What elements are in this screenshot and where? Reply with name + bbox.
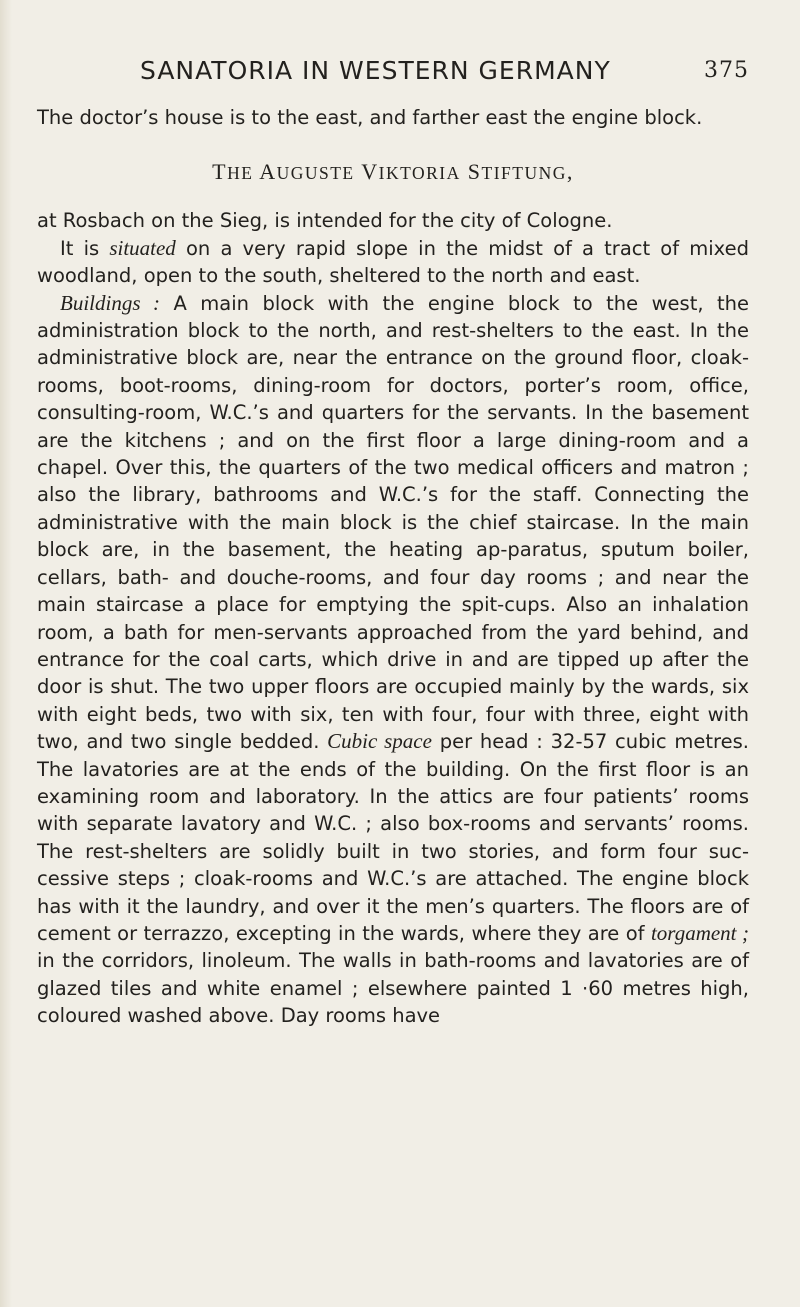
heading-initial: V [361,159,379,185]
running-head [37,56,749,100]
running-head-title: SANATORIA IN WESTERN GERMANY [140,56,611,85]
buildings-text-part3: in the corridors, linoleum. The walls in bath-rooms and lavatories are of glazed tiles and white enamel ; elsewhere painted 1 ·60 metres high, coloured washed above. Day rooms have [37,949,749,1028]
situation-paragraph [37,235,749,290]
heading-initial: A [259,159,277,185]
opening-paragraph: The doctor’s house is to the east, and farther east the engine block. [37,106,703,129]
heading-initial: T [212,159,228,185]
cubic-space-italic: Cubic space [327,729,432,754]
situation-text-after: on a very rapid slope in the midst of a tract of mixed woodland, open to the south, sheltered to the north and east. [37,236,749,288]
buildings-lead-italic: Buildings : [60,290,161,315]
heading-small-caps: IKTORIA [378,163,461,184]
buildings-text-part2: per head : 32-57 cubic metres. The lavatories are at the ends of the building. On the first floor is an examining room and laboratory. In the attics are four patients’ rooms with separate lavatory and W.C. ; also box-rooms and servants’ rooms. The rest-shelters are solidly built in two stories, and form four suc-cessive steps ; cloak-rooms and W.C.’s are attached. The engine block has with it the laundry, and over it the men’s quarters. The floors are of cement or terrazzo, excepting in the wards, where they are of [37,730,749,945]
section-heading [37,159,749,185]
page-gutter-shadow [0,0,12,1307]
buildings-paragraph [37,290,749,1030]
torgament-italic: torgament ; [650,920,749,945]
page-number: 375 [704,58,749,83]
heading-small-caps: TIFTUNG [481,163,567,184]
heading-small-caps: UGUSTE [276,163,355,184]
heading-initial: S [467,159,482,185]
heading-small-caps: HE [227,163,254,184]
heading-comma: , [566,159,574,185]
buildings-text-part1: A main block with the engine block to the west, the administration block to the north, and rest-shelters to the east. In the administrative block are, near the entrance on the ground floor, cloak-rooms, boot-rooms, dining-room for doctors, porter’s room, office, consulting-room, W.C.’s and quarters for the servants. In the basement are the kitchens ; and on the first floor a large dining-room and a chapel. Over this, the quarters of the two medical officers and matron ; also the library, bathrooms and W.C.’s for the staff. Connecting the administrative with the main block is the chief staircase. In the main block are, in the basement, the heating ap-paratus, sputum boiler, cellars, bath- and douche-rooms, and four day rooms ; and near the main staircase a place for emptying the spit-cups. Also an inhalation room, a bath for men-servants approached from the yard behind, and entrance for the coal carts, which drive in and are tipped up after the door is shut. The two upper floors are occupied mainly by the wards, six with eight beds, two with six, ten with four, four with three, eight with two, and two single bedded. [37,291,749,754]
book-page [37,56,749,1030]
location-line: at Rosbach on the Sieg, is intended for the city of Cologne. [37,209,613,233]
situation-text-before: It is [60,236,110,260]
situation-italic: situated [109,235,176,260]
